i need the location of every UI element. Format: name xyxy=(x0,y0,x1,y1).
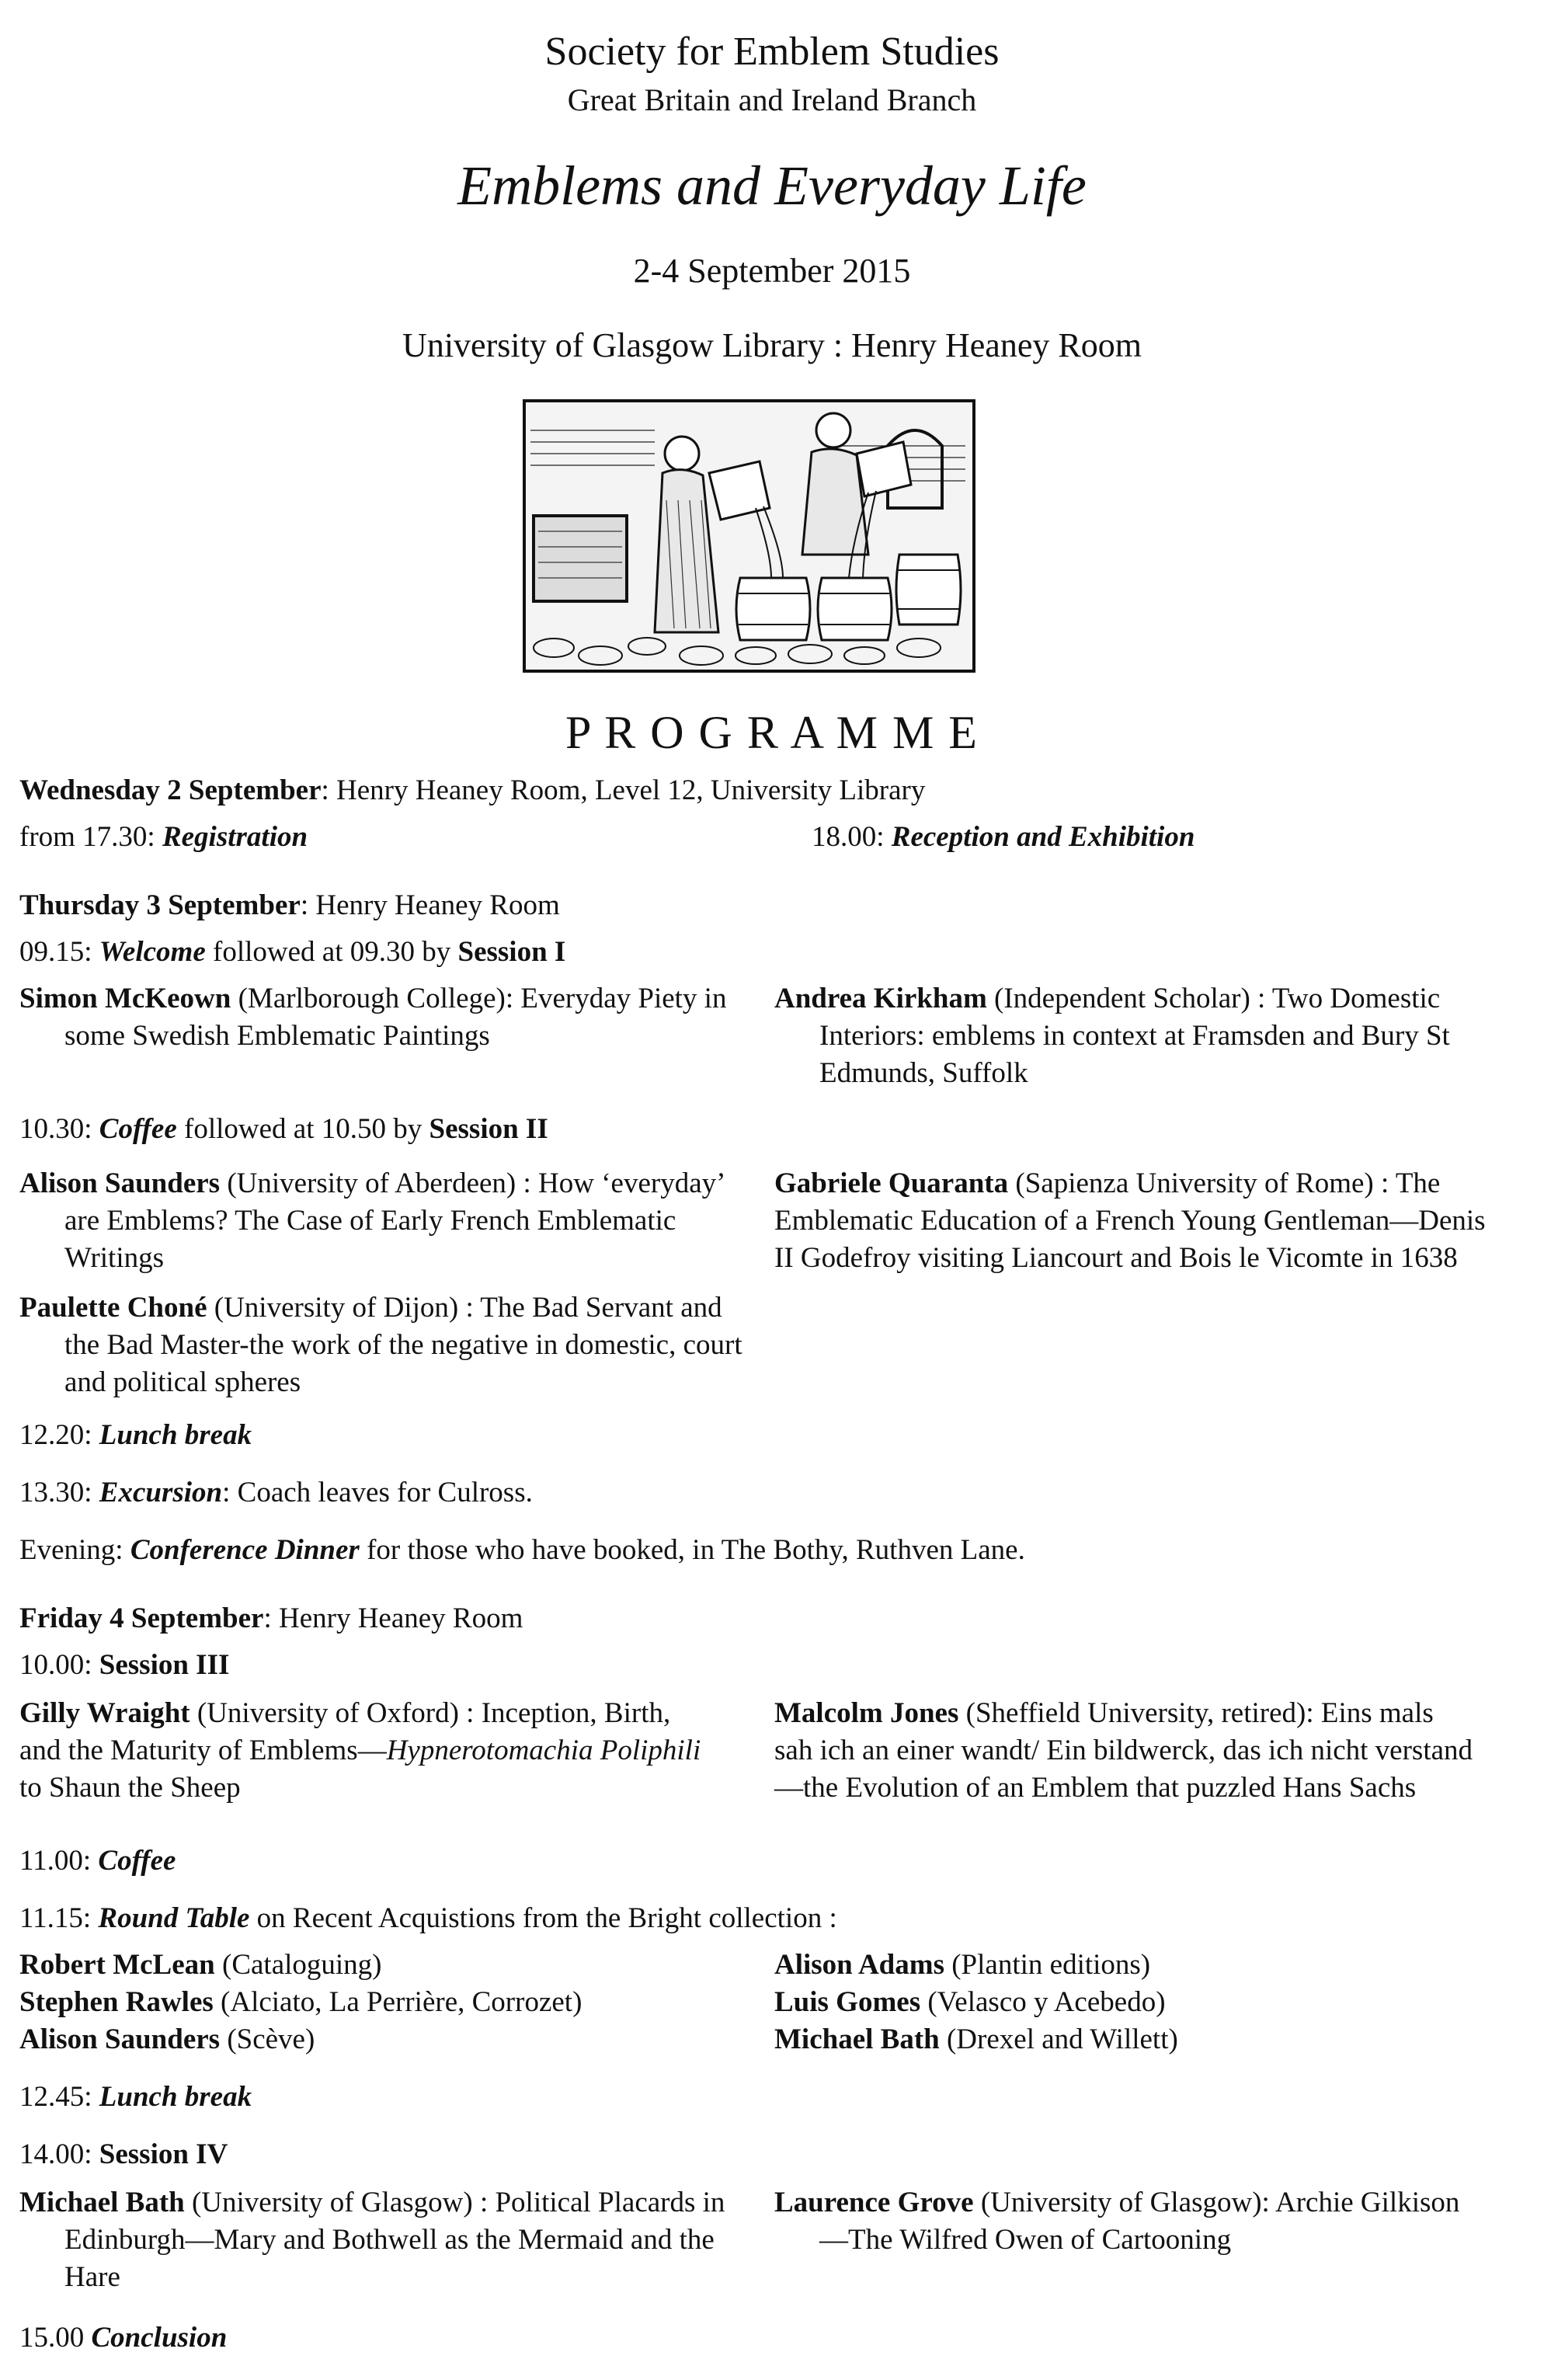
thursday-lunch: 12.20: Lunch break xyxy=(19,1419,252,1451)
session3-paper-jones: Malcolm Jones (Sheffield University, retired): Eins mals sah ich an einer wandt/ Ein bildwerck, das ich nicht verstand—the Evolution of an Emblem that puzzled Hans Sachs xyxy=(774,1697,1473,1804)
session2-paper-quaranta: Gabriele Quaranta (Sapienza University of Rome) : The Emblematic Education of a French Young Gentleman—Denis II Godefroy visiting Liancourt and Bois le Vicomte in 1638 xyxy=(774,1167,1486,1274)
society-name: Society for Emblem Studies xyxy=(544,30,1000,74)
round-table-panelist: Alison Adams (Plantin editions) xyxy=(774,1949,1151,1981)
thursday-excursion: 13.30: Excursion: Coach leaves for Culross. xyxy=(19,1477,533,1508)
wednesday-heading: Wednesday 2 September: Henry Heaney Room, Level 12, University Library xyxy=(19,774,926,806)
wednesday-registration: from 17.30: Registration xyxy=(19,821,308,853)
friday-conclusion: 15.00 Conclusion xyxy=(19,2322,228,2354)
session1-paper-kirkham: Andrea Kirkham (Independent Scholar) : Two Domestic Interiors: emblems in context at Framsden and Bury St Edmunds, Suffolk xyxy=(774,983,1450,1089)
round-table-panelist: Alison Saunders (Scève) xyxy=(19,2023,315,2055)
round-table-panelist: Luis Gomes (Velasco y Acebedo) xyxy=(774,1986,1166,2018)
session2-paper-saunders: Alison Saunders (University of Aberdeen) : How ‘everyday’ are Emblems? The Case of Early French Emblematic Writings xyxy=(19,1167,724,1274)
session4-paper-bath: Michael Bath (University of Glasgow) : Political Placards in Edinburgh—Mary and Bothwell as the Mermaid and the Hare xyxy=(19,2187,725,2293)
friday-heading: Friday 4 September: Henry Heaney Room xyxy=(19,1602,523,1634)
branch-name: Great Britain and Ireland Branch xyxy=(567,82,977,117)
thursday-coffee: 10.30: Coffee followed at 10.50 by Session II xyxy=(19,1113,548,1145)
session2-paper-chone: Paulette Choné (University of Dijon) : The Bad Servant and the Bad Master-the work of the negative in domestic, court and political spheres xyxy=(19,1292,742,1398)
session4-paper-grove: Laurence Grove (University of Glasgow): Archie Gilkison—The Wilfred Owen of Cartooning xyxy=(774,2187,1460,2256)
thursday-heading: Thursday 3 September: Henry Heaney Room xyxy=(19,889,560,921)
friday-session3: 10.00: Session III xyxy=(19,1649,230,1681)
conference-title: Emblems and Everyday Life xyxy=(457,155,1087,217)
programme-heading: P R O G R A M M E xyxy=(565,707,979,758)
conference-venue: University of Glasgow Library : Henry Heaney Room xyxy=(402,326,1142,364)
thursday-evening-dinner: Evening: Conference Dinner for those who have booked, in The Bothy, Ruthven Lane. xyxy=(19,1534,1025,1566)
friday-session4: 14.00: Session IV xyxy=(19,2138,228,2170)
woodcut-illustration-icon xyxy=(523,399,975,673)
friday-coffee: 11.00: Coffee xyxy=(19,1845,176,1877)
round-table-panelist: Stephen Rawles (Alciato, La Perrière, Corrozet) xyxy=(19,1986,582,2018)
round-table-panelist: Michael Bath (Drexel and Willett) xyxy=(774,2023,1178,2055)
friday-round-table: 11.15: Round Table on Recent Acquistions from the Bright collection : xyxy=(19,1902,837,1934)
round-table-panelist: Robert McLean (Cataloguing) xyxy=(19,1949,382,1981)
friday-lunch: 12.45: Lunch break xyxy=(19,2081,252,2113)
wednesday-reception: 18.00: Reception and Exhibition xyxy=(812,821,1195,853)
session1-paper-mckeown: Simon McKeown (Marlborough College): Everyday Piety in some Swedish Emblematic Paintings xyxy=(19,983,727,1052)
thursday-welcome: 09.15: Welcome followed at 09.30 by Session I xyxy=(19,936,566,968)
session3-paper-wraight: Gilly Wraight (University of Oxford) : Inception, Birth, and the Maturity of Emblems—Hypnerotomachia Poliphili to Shaun the Sheep xyxy=(19,1697,701,1804)
conference-dates: 2-4 September 2015 xyxy=(633,252,911,290)
